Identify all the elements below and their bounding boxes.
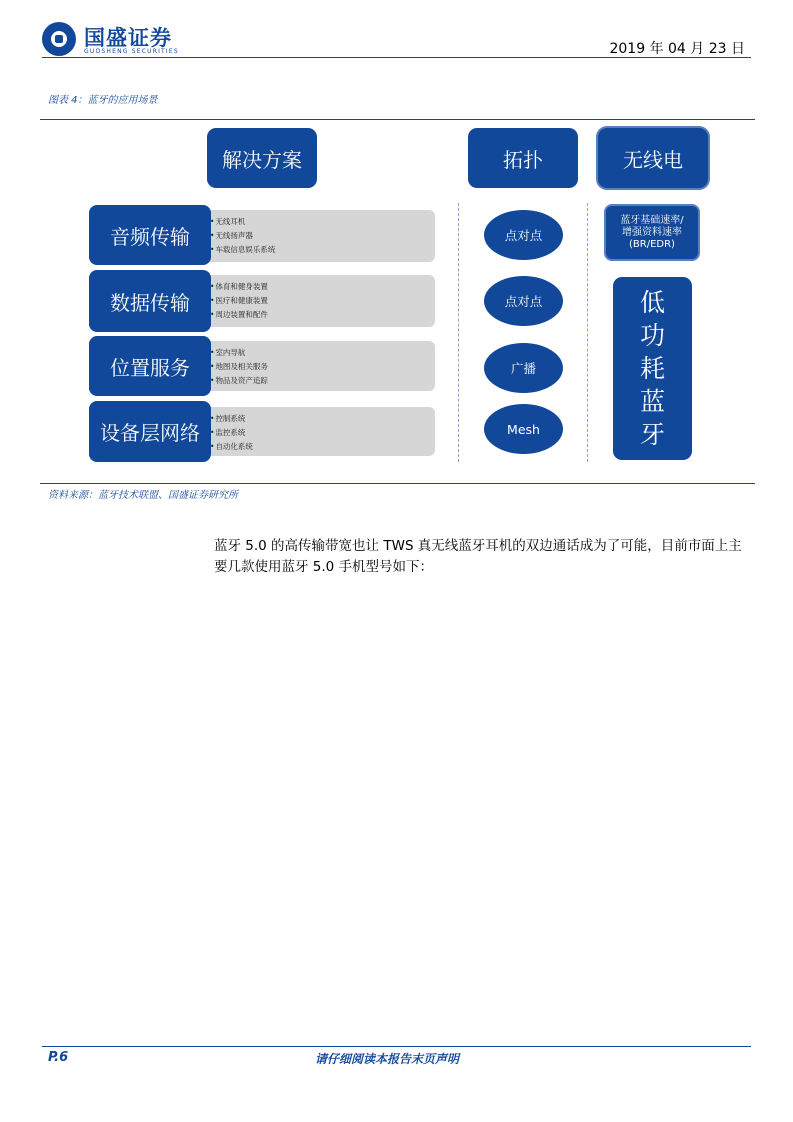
topology-broadcast: 广播 (484, 343, 563, 393)
figure-title: 图表 4：蓝牙的应用场景 (48, 95, 158, 106)
solution-data: 数据传输 (89, 270, 211, 332)
column-header-radio: 无线电 (598, 128, 708, 188)
body-paragraph: 蓝牙 5.0 的高传输带宽也让 TWS 真无线蓝牙耳机的双边通话成为了可能，目前市面上主要几款使用蓝牙 5.0 手机型号如下： (214, 538, 742, 575)
solution-location: 位置服务 (89, 336, 211, 396)
company-logo (42, 22, 212, 56)
solution-mesh-network: 设备层网络 (89, 401, 211, 462)
brand-name-en: GUOSHENG SECURITIES (84, 48, 179, 55)
radio-le-char: 蓝 (639, 387, 665, 416)
column-header-solutions: 解决方案 (207, 128, 317, 188)
figure-bottom-rule (40, 483, 755, 484)
radio-le-char: 耗 (639, 354, 665, 383)
radio-br-edr (606, 206, 698, 259)
detail-item: • 室内导航 (210, 346, 268, 360)
disclaimer-note: 请仔细阅读本报告末页声明 (315, 1052, 460, 1066)
column-separator (458, 203, 459, 462)
detail-item: • 自动化系统 (210, 440, 253, 454)
radio-le-char: 功 (639, 321, 665, 350)
radio-br-edr-line: (BR/EDR) (629, 238, 675, 250)
detail-item: • 控制系统 (210, 412, 253, 426)
detail-item: • 医疗和健康装置 (210, 294, 268, 308)
solution-details-panel (180, 275, 435, 327)
radio-le-char: 牙 (639, 420, 665, 449)
detail-item: • 无线扬声器 (210, 229, 275, 243)
radio-br-edr-line: 增强资料速率 (622, 226, 682, 238)
detail-item: • 地图及相关服务 (210, 360, 268, 374)
column-header-topology: 拓扑 (468, 128, 578, 188)
radio-low-energy (613, 277, 692, 460)
solution-details-panel (180, 341, 435, 391)
detail-item: • 周边装置和配件 (210, 308, 268, 322)
report-date: 2019 年 04 月 23 日 (609, 41, 745, 57)
detail-item: • 物品及资产追踪 (210, 374, 268, 388)
column-separator (587, 203, 588, 462)
page-number: P.6 (48, 1050, 69, 1065)
topology-mesh: Mesh (484, 404, 563, 454)
solution-details-panel (180, 407, 435, 456)
solution-details-panel (180, 210, 435, 262)
detail-item: • 无线耳机 (210, 215, 275, 229)
topology-point-to-point: 点对点 (484, 276, 563, 326)
figure-source: 资料来源：蓝牙技术联盟、国盛证券研究所 (48, 490, 238, 501)
solution-audio: 音频传输 (89, 205, 211, 265)
detail-item: • 车载信息娱乐系统 (210, 243, 275, 257)
topology-point-to-point: 点对点 (484, 210, 563, 260)
radio-br-edr-line: 蓝牙基础速率/ (620, 214, 684, 226)
detail-item: • 体育和健身装置 (210, 280, 268, 294)
brand-name-cn: 国盛证券 (84, 26, 172, 50)
detail-item: • 监控系统 (210, 426, 253, 440)
figure-top-rule (40, 119, 755, 120)
radio-le-char: 低 (639, 288, 665, 317)
header-divider (42, 57, 751, 58)
footer-divider (42, 1046, 751, 1047)
